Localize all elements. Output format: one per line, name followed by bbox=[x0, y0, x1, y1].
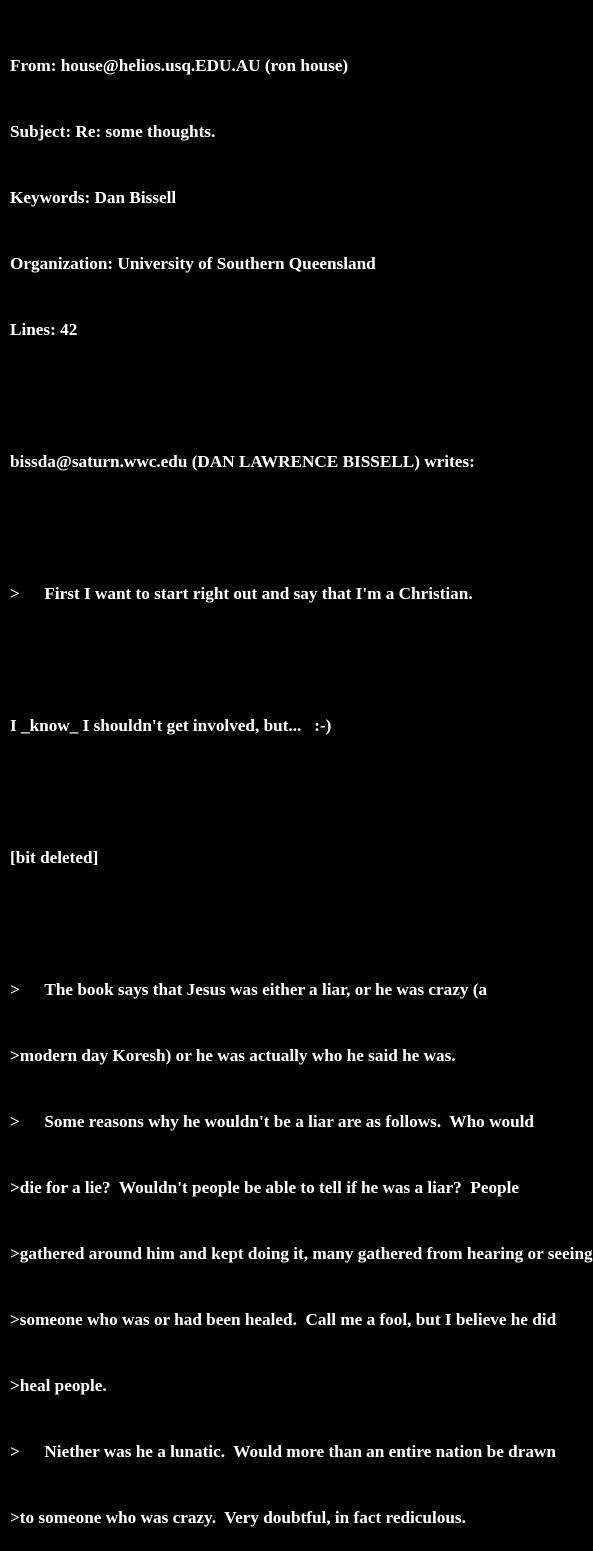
reply-line: I _know_ I shouldn't get involved, but... :-) bbox=[10, 716, 332, 735]
quoted-line: > Some reasons why he wouldn't be a liar are as follows. Who would bbox=[10, 1112, 534, 1131]
quoted-line: >modern day Koresh) or he was actually who he said he was. bbox=[10, 1046, 456, 1065]
header-keywords: Keywords: Dan Bissell bbox=[10, 188, 177, 207]
email-message bbox=[10, 11, 593, 1551]
header-subject: Subject: Re: some thoughts. bbox=[10, 122, 216, 141]
attribution-line: bissda@saturn.wwc.edu (DAN LAWRENCE BISSELL) writes: bbox=[10, 452, 475, 471]
bit-deleted-note: [bit deleted] bbox=[10, 848, 99, 867]
blank-line bbox=[10, 913, 512, 935]
quoted-line: > First I want to start right out and say that I'm a Christian. bbox=[10, 584, 473, 603]
quoted-line: >to someone who was crazy. Very doubtful, in fact rediculous. bbox=[10, 1508, 466, 1527]
quoted-line: >die for a lie? Wouldn't people be able to tell if he was a liar? People bbox=[10, 1178, 520, 1197]
blank-line bbox=[10, 385, 512, 407]
quoted-line: >someone who was or had been healed. Call me a fool, but I believe he did bbox=[10, 1310, 557, 1329]
blank-line bbox=[10, 517, 512, 539]
quoted-line: > The book says that Jesus was either a liar, or he was crazy (a bbox=[10, 980, 488, 999]
blank-line bbox=[10, 781, 512, 803]
blank-line bbox=[10, 649, 512, 671]
quoted-line: > Niether was he a lunatic. Would more than an entire nation be drawn bbox=[10, 1442, 556, 1461]
quoted-line: >gathered around him and kept doing it, many gathered from hearing or seeing bbox=[10, 1244, 593, 1263]
quoted-line: >heal people. bbox=[10, 1376, 107, 1395]
header-lines: Lines: 42 bbox=[10, 320, 78, 339]
header-organization: Organization: University of Southern Queensland bbox=[10, 254, 376, 273]
header-from: From: house@helios.usq.EDU.AU (ron house) bbox=[10, 56, 349, 75]
